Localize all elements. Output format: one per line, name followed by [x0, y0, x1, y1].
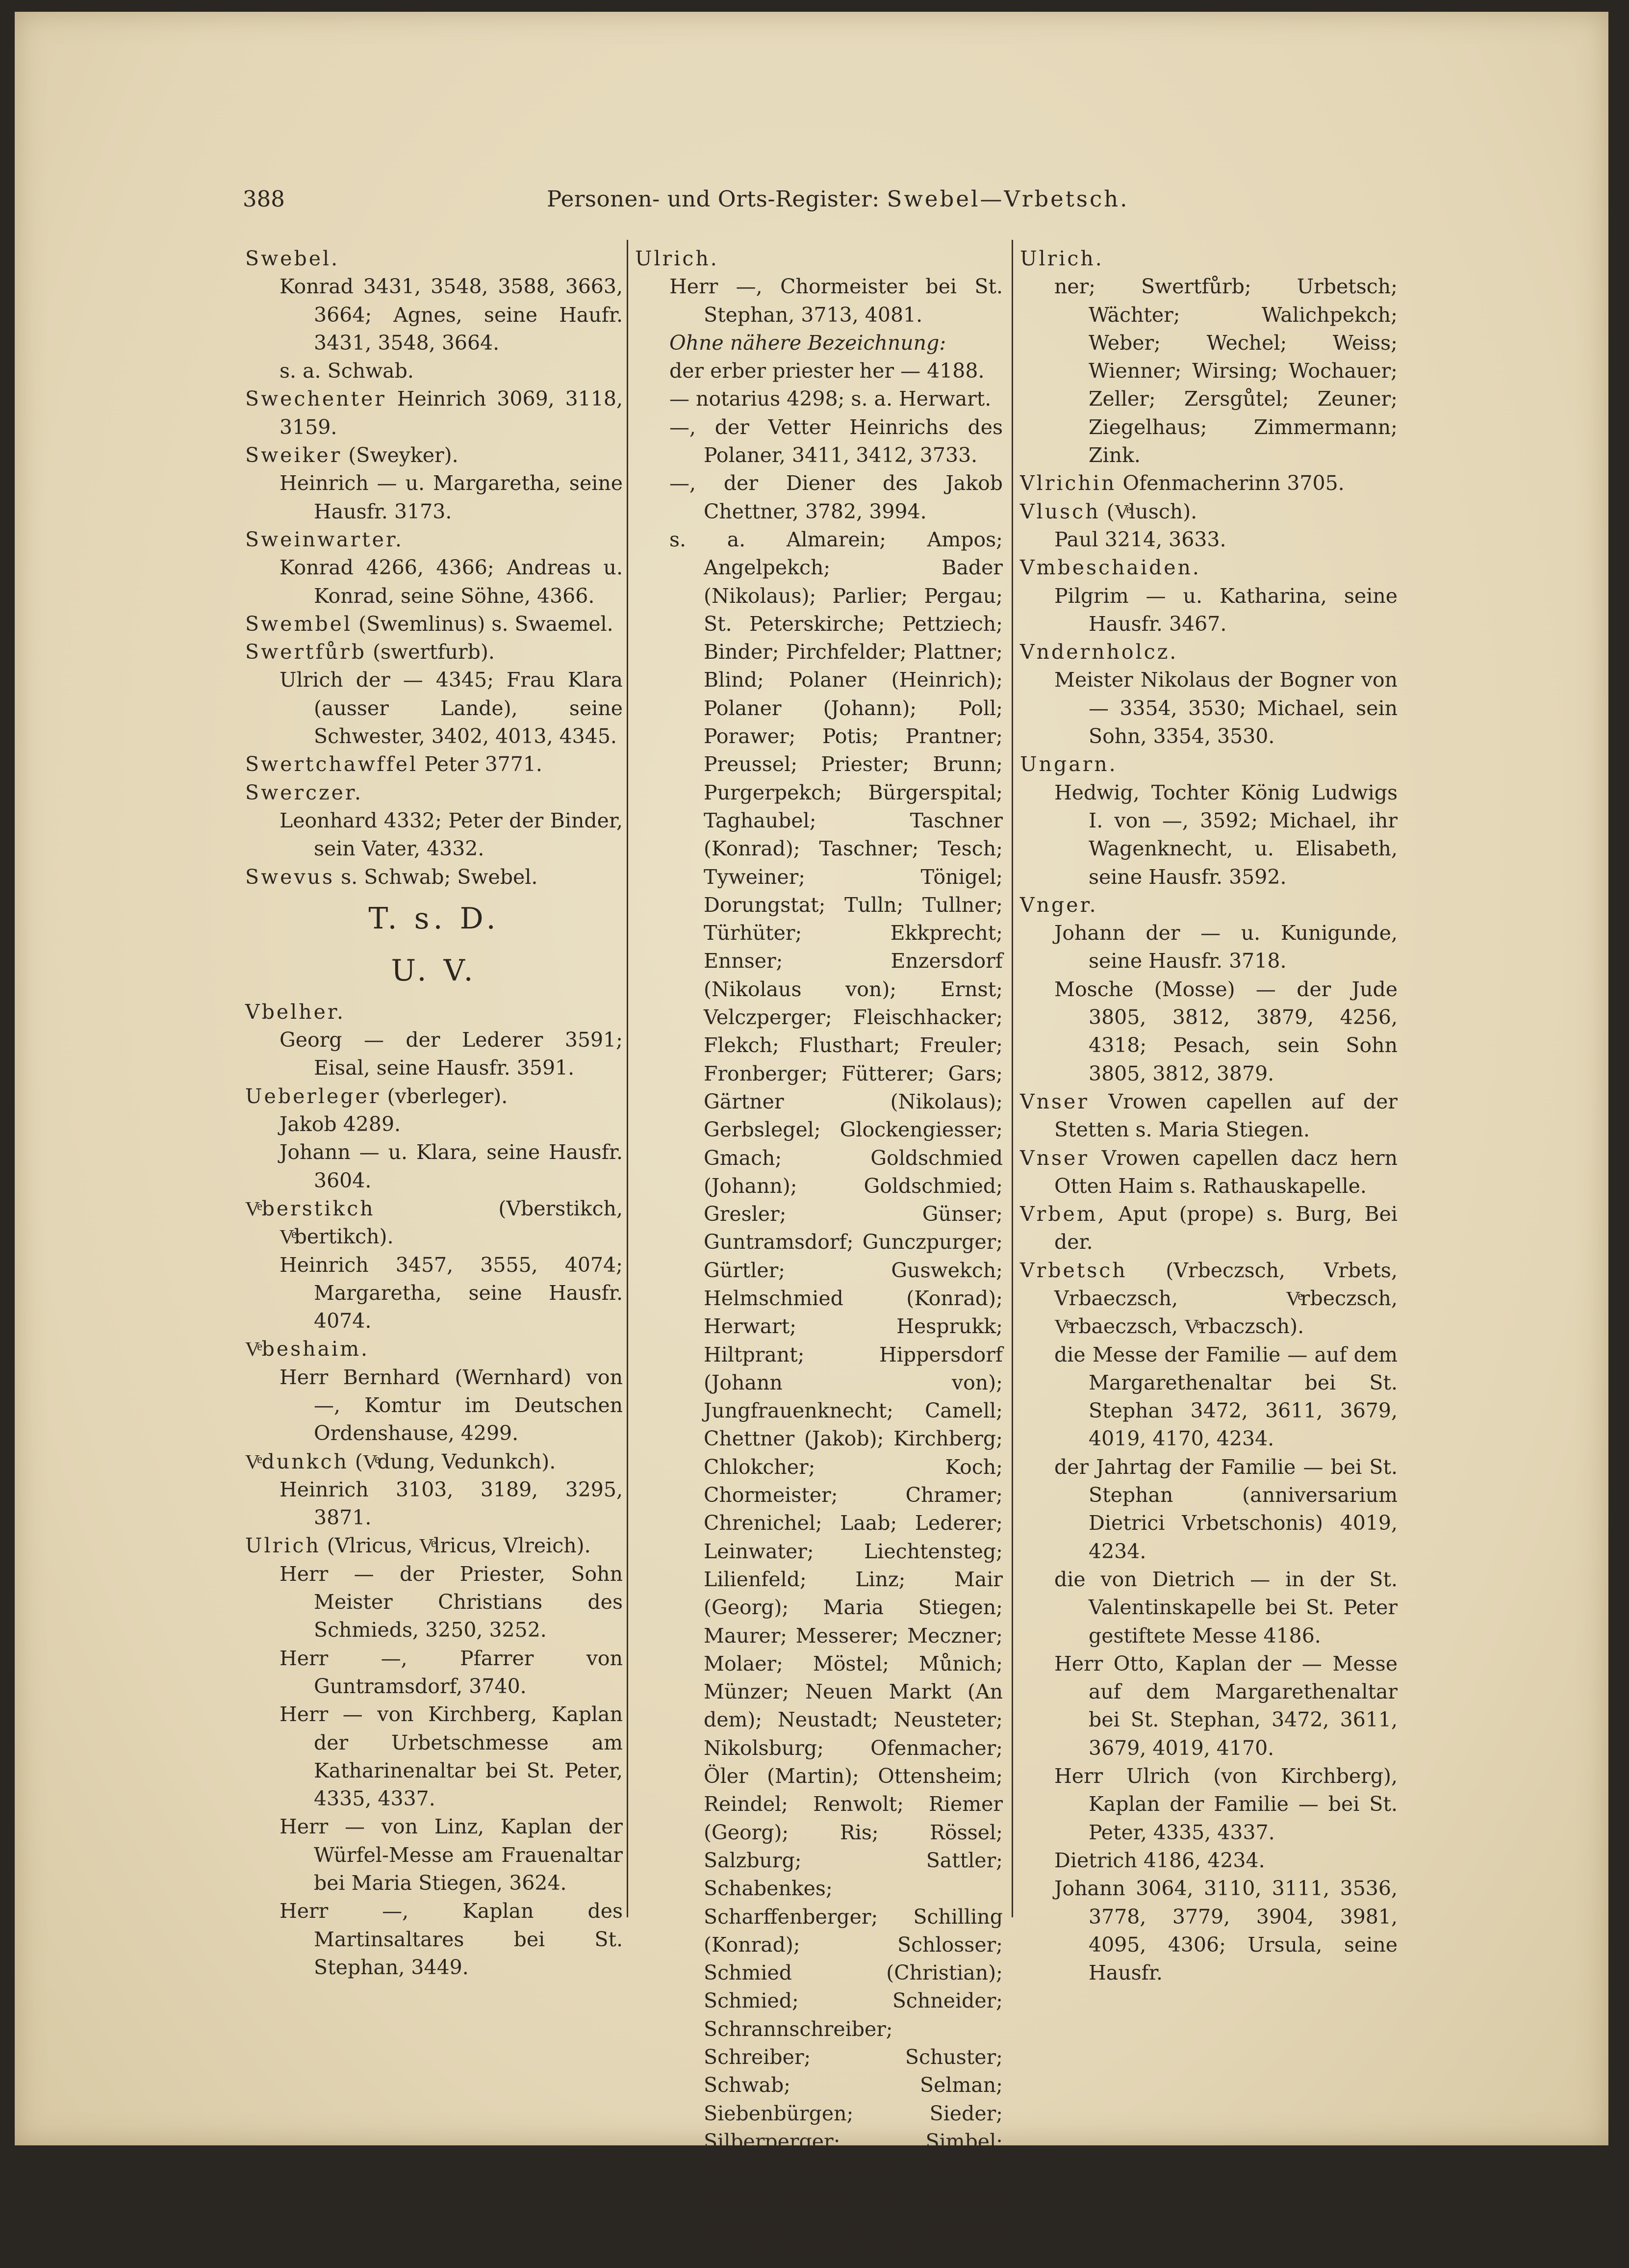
index-subentry: Herr Bernhard (Wernhard) von —, Komtur im Deutschen Ordenshause, 4299.	[280, 1365, 623, 1445]
index-subentry: Herr —, Pfarrer von Guntramsdorf, 3740.	[280, 1646, 623, 1698]
index-entry: Swertfůrb (swertfurb).	[245, 640, 495, 664]
book-page	[15, 12, 1608, 2266]
index-subentry: Herr —, Kaplan des Martinsaltares bei St. Stephan, 3449.	[280, 1899, 623, 1979]
index-subentry: Heinrich — u. Margaretha, seine Hausfr. 3173.	[280, 471, 623, 523]
register-column-3	[1020, 245, 1398, 1987]
index-subentry: der Jahrtag der Familie — bei St. Stephan (anniversarium Dietrici Vrbetschonis) 4019, 4234.	[1054, 1455, 1398, 1563]
index-entry: Ulrich.	[635, 247, 719, 270]
index-entry: Vmbeschaiden.	[1020, 556, 1201, 580]
index-subentry: Herr — der Priester, Sohn Meister Christians des Schmieds, 3250, 3252.	[280, 1562, 623, 1642]
index-subentry: Herr — von Kirchberg, Kaplan der Urbetschmesse am Katharinenaltar bei St. Peter, 4335, 4337.	[280, 1702, 623, 1811]
index-entry: Vnser Vrowen capellen dacz hern Otten Haim s. Rathauskapelle.	[1020, 1146, 1398, 1198]
index-entry: Swertchawffel Peter 3771.	[245, 752, 542, 776]
index-subentry: Hedwig, Tochter König Ludwigs I. von —, 3592; Michael, ihr Wagenknecht, u. Elisabeth, seine Hausfr. 3592.	[1054, 780, 1398, 889]
register-column-1	[245, 245, 623, 1982]
index-subentry: Dietrich 4186, 4234.	[1054, 1848, 1265, 1872]
index-entry: Vbelher.	[245, 1000, 346, 1024]
index-subentry: Ulrich der — 4345; Frau Klara (ausser Lande), seine Schwester, 3402, 4013, 4345.	[280, 668, 623, 748]
column-rule-right	[1012, 240, 1013, 1917]
index-subentry: s. a. Schwab.	[280, 359, 414, 383]
index-subentry: die Messe der Familie — auf dem Margarethenaltar bei St. Stephan 3472, 3611, 3679, 4019, 4170, 4234.	[1054, 1342, 1398, 1451]
index-subentry: Pilgrim — u. Katharina, seine Hausfr. 3467.	[1054, 584, 1398, 636]
index-entry: Sweinwarter.	[245, 527, 404, 551]
index-entry: Swebel.	[245, 247, 340, 270]
index-subentry: Herr —, Chormeister bei St. Stephan, 3713, 4081.	[669, 275, 1003, 327]
index-subentry: ner; Swertfůrb; Urbetsch; Wächter; Walichpekch; Weber; Wechel; Weiss; Wienner; Wirsing; Wochauer; Zeller; Zersgůtel; Zeuner; Ziegelhaus; Zimmermann; Zink.	[1054, 275, 1398, 467]
page-number: 388	[243, 186, 285, 212]
index-subentry: Johann — u. Klara, seine Hausfr. 3604.	[280, 1140, 623, 1192]
header-title-range: Swebel—Vrbetsch.	[887, 186, 1129, 212]
index-subentry: Heinrich 3103, 3189, 3295, 3871.	[280, 1477, 623, 1530]
index-subentry: Johann 3064, 3110, 3111, 3536, 3778, 3779, 3904, 3981, 4095, 4306; Ursula, seine Hausfr.	[1054, 1877, 1398, 1985]
subheading: Ohne nähere Bezeichnung:	[669, 331, 946, 355]
index-entry: Ulrich (Vlricus, Vͤlricus, Vlreich).	[245, 1534, 591, 1558]
register-column-2	[635, 245, 1003, 2268]
index-subentry: Heinrich 3457, 3555, 4074; Margaretha, seine Hausfr. 4074.	[280, 1253, 623, 1333]
index-entry: Vnser Vrowen capellen auf der Stetten s. Maria Stiegen.	[1020, 1089, 1398, 1142]
index-entry: Vnger.	[1020, 893, 1098, 917]
index-subentry: Leonhard 4332; Peter der Binder, sein Vater, 4332.	[280, 808, 623, 861]
section-heading: U. V.	[391, 953, 477, 988]
index-subentry: Herr Ulrich (von Kirchberg), Kaplan der Familie — bei St. Peter, 4335, 4337.	[1054, 1764, 1398, 1844]
index-subentry: s. a. Almarein; Ampos; Angelpekch; Bader (Nikolaus); Parlier; Pergau; St. Peterskirche; Pettziech; Binder; Pirchfelder; Plattner; Blind; Polaner (Heinrich); Polaner (Johann); Poll; Porawer; Potis; Prantner; Preussel; Priester; Brunn; Purgerpekch; Bürgerspital; Taghaubel; Taschner (Konrad); Taschner; Tesch; Tyweiner; Tönigel; Dorungstat; Tulln; Tullner; Türhüter; Ekkprecht; Ennser; Enzersdorf (Nikolaus von); Ernst; Velczperger; Fleischhacker; Flekch; Flusthart; Freuler; Fronberger; Fütterer; Gars; Gärtner (Nikolaus); Gerbslegel; Glockengiesser; Gmach; Goldschmied (Johann); Goldschmied; Gresler; Günser; Guntramsdorf; Gunczpurger; Gürtler; Guswekch; Helmschmied (Konrad); Herwart; Hesprukk; Hiltprant; Hippersdorf (Johann von); Jungfrauenknecht; Camell; Chettner (Jakob); Kirchberg; Chlokcher; Koch; Chormeister; Chramer; Chrenichel; Laab; Lederer; Leinwater; Liechtensteg; Lilienfeld; Linz; Mair (Georg); Maria Stiegen; Maurer; Messerer; Meczner; Molaer; Möstel; Můnich; Münzer; Neuen Markt (An dem); Neustadt; Neusteter; Nikolsburg; Ofenmacher; Öler (Martin); Ottensheim; Reindel; Renwolt; Riemer (Georg); Ris; Rössel; Salzburg; Sattler; Schabenkes; Scharffenberger; Schilling (Konrad); Schlosser; Schmied (Christian); Schmied; Schneider; Schrannschreiber; Schreiber; Schuster; Schwab; Selman; Siebenbürgen; Sieder; Silberperger; Simbel; Singer; Smerber; Spiegel; Steyr; Steirer; St. Stephan (Kaplan); St. Stephan (Chormeister); Stett-	[669, 527, 1003, 2266]
section-heading: T. s. D.	[368, 901, 500, 936]
column-rule-left	[627, 240, 628, 1917]
index-subentry: die von Dietrich — in der St. Valentinskapelle bei St. Peter gestiftete Messe 4186.	[1054, 1567, 1398, 1648]
index-subentry: Georg — der Lederer 3591; Eisal, seine Hausfr. 3591.	[280, 1028, 623, 1080]
index-subentry: —, der Vetter Heinrichs des Polaner, 3411, 3412, 3733.	[669, 415, 1003, 467]
index-subentry: — notarius 4298; s. a. Herwart.	[669, 387, 992, 411]
index-subentry: Mosche (Mosse) — der Jude 3805, 3812, 3879, 4256, 4318; Pesach, sein Sohn 3805, 3812, 3879.	[1054, 977, 1398, 1085]
index-entry: Swevus s. Schwab; Swebel.	[245, 865, 538, 889]
index-entry: Swechenter Heinrich 3069, 3118, 3159.	[245, 387, 623, 439]
index-entry: Vrbetsch (Vrbeczsch, Vrbets, Vrbaeczsch, Vͤrbeczsch, Vͤrbaeczsch, Vͤrbaczsch).	[1020, 1258, 1398, 1339]
index-entry: Ulrich.	[1020, 247, 1104, 270]
index-entry: Swerczer.	[245, 780, 363, 804]
index-subentry: der erber priester her — 4188.	[669, 359, 985, 383]
index-entry: Ungarn.	[1020, 752, 1118, 776]
index-subentry: Herr — von Linz, Kaplan der Würfel-Messe am Frauenaltar bei Maria Stiegen, 3624.	[280, 1815, 623, 1895]
index-subentry: Konrad 4266, 4366; Andreas u. Konrad, seine Söhne, 4366.	[280, 556, 623, 608]
index-subentry: Paul 3214, 3633.	[1054, 527, 1226, 551]
index-subentry: Meister Nikolaus der Bogner von — 3354, 3530; Michael, sein Sohn, 3354, 3530.	[1054, 668, 1398, 748]
index-entry: Vrbem, Aput (prope) s. Burg, Bei der.	[1020, 1202, 1398, 1254]
index-entry: Vlusch (Vͤlusch).	[1020, 499, 1197, 523]
index-subentry: Herr Otto, Kaplan der — Messe auf dem Margarethenaltar bei St. Stephan, 3472, 3611, 3679, 4019, 4170.	[1054, 1651, 1398, 1760]
index-subentry: Johann der — u. Kunigunde, seine Hausfr. 3718.	[1054, 921, 1398, 973]
index-entry: Vlrichin Ofenmacherinn 3705.	[1020, 471, 1345, 495]
index-subentry: Konrad 3431, 3548, 3588, 3663, 3664; Agnes, seine Haufr. 3431, 3548, 3664.	[280, 275, 623, 355]
index-entry: Swembel (Swemlinus) s. Swaemel.	[245, 612, 613, 636]
index-entry: Vͤdunkch (Vͤdung, Vedunkch).	[245, 1449, 556, 1473]
index-entry: Vͤbeshaim.	[245, 1337, 370, 1361]
index-entry: Ueberleger (vberleger).	[245, 1084, 508, 1108]
index-subentry: —, der Diener des Jakob Chettner, 3782, 3994.	[669, 471, 1003, 523]
index-subentry: Jakob 4289.	[280, 1112, 401, 1136]
index-entry: Sweiker (Sweyker).	[245, 443, 458, 467]
header-title-prefix: Personen- und Orts-Register:	[547, 186, 887, 212]
index-entry: Vͤberstikch (Vberstikch, Vͤbertikch).	[245, 1196, 623, 1249]
header-title	[547, 184, 1129, 214]
index-entry: Vndernholcz.	[1020, 640, 1178, 664]
